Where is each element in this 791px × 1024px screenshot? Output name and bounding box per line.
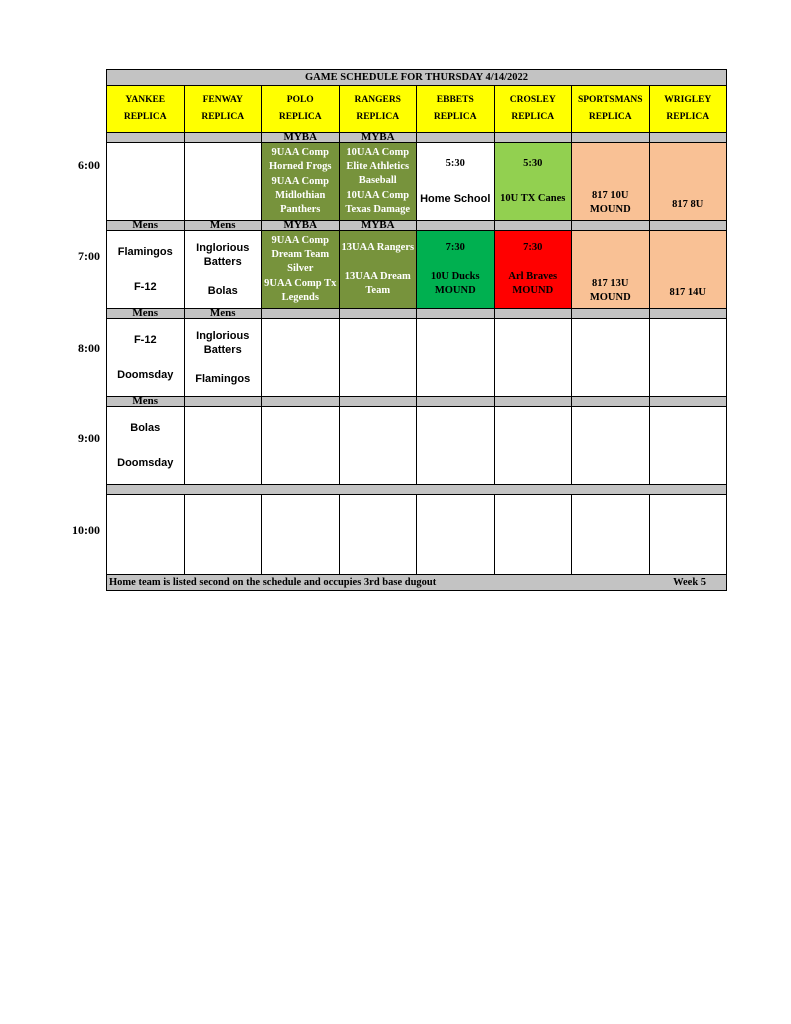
band-cell — [494, 309, 572, 319]
game-cell-fenway-600 — [184, 143, 262, 221]
band-cell — [184, 133, 262, 143]
team-name: Home School — [420, 193, 491, 206]
game-cell-fenway-1000 — [184, 495, 262, 575]
footer-cell — [107, 575, 727, 591]
field-header-polo: POLO REPLICA — [262, 86, 340, 133]
game-cell-crosley-600 — [494, 143, 572, 221]
slot-row-600 — [107, 143, 727, 221]
matchup-away: Bolas — [130, 421, 161, 434]
game-time: 7:30 — [523, 242, 543, 254]
time-label-800: 8:00 — [78, 341, 100, 355]
matchup-home: Flamingos — [195, 372, 251, 385]
game-cell-ebbets-1000 — [417, 495, 495, 575]
matchup-away: Flamingos — [117, 245, 173, 258]
game-cell-wrigley-600 — [649, 143, 727, 221]
week-label: Week 5 — [673, 576, 707, 588]
game-cell-rangers-900 — [339, 407, 417, 485]
band-cell: MYBA — [339, 133, 417, 143]
slot-row-1000 — [107, 495, 727, 575]
field-header-yankee: YANKEE REPLICA — [107, 86, 185, 133]
game-cell-sportsmans-800 — [572, 319, 650, 397]
game-cell-polo-800 — [262, 319, 340, 397]
game-cell-wrigley-900 — [649, 407, 727, 485]
matchup-home: Doomsday — [117, 457, 174, 470]
game-cell-sportsmans-900 — [572, 407, 650, 485]
band-cell — [339, 397, 417, 407]
game-cell-polo-600 — [262, 143, 340, 221]
matchup-home: 9UAA Comp Tx Legends — [264, 278, 337, 303]
schedule-title: GAME SCHEDULE FOR THURSDAY 4/14/2022 — [107, 70, 727, 86]
game-cell-crosley-800 — [494, 319, 572, 397]
band-cell — [649, 309, 727, 319]
band-cell — [649, 397, 727, 407]
game-cell-fenway-700 — [184, 231, 262, 309]
game-cell-sportsmans-600 — [572, 143, 650, 221]
band-cell — [262, 397, 340, 407]
band-cell — [417, 309, 495, 319]
field-header-crosley: CROSLEY REPLICA — [494, 86, 572, 133]
game-cell-rangers-600 — [339, 143, 417, 221]
team-name: 817 10U MOUND — [589, 190, 631, 215]
game-cell-polo-1000 — [262, 495, 340, 575]
band-cell — [572, 397, 650, 407]
slot-row-900 — [107, 407, 727, 485]
band-cell — [572, 133, 650, 143]
footer-row — [107, 575, 727, 591]
game-time: 5:30 — [523, 157, 543, 169]
field-header-rangers: RANGERS REPLICA — [339, 86, 417, 133]
team-name: 10U Ducks MOUND — [430, 270, 480, 296]
game-cell-polo-700 — [262, 231, 340, 309]
game-cell-polo-900 — [262, 407, 340, 485]
game-cell-sportsmans-1000 — [572, 495, 650, 575]
field-header-sportsmans: SPORTSMANS REPLICA — [572, 86, 650, 133]
slot-row-800 — [107, 319, 727, 397]
team-name: 817 14U — [669, 287, 707, 298]
matchup-home: Doomsday — [117, 369, 174, 382]
game-cell-fenway-800 — [184, 319, 262, 397]
band-cell: Mens — [184, 309, 262, 319]
game-cell-wrigley-800 — [649, 319, 727, 397]
game-cell-yankee-700 — [107, 231, 185, 309]
band-cell: MYBA — [339, 221, 417, 231]
band-cell — [339, 309, 417, 319]
game-cell-fenway-900 — [184, 407, 262, 485]
band-cell — [494, 133, 572, 143]
field-header-row — [107, 86, 727, 133]
matchup-away: F-12 — [133, 333, 157, 346]
time-label-1000: 10:00 — [72, 523, 100, 537]
band-cell — [107, 133, 185, 143]
game-cell-ebbets-900 — [417, 407, 495, 485]
band-cell: Mens — [184, 221, 262, 231]
game-cell-crosley-700 — [494, 231, 572, 309]
matchup-away: 9UAA Comp Dream Team Silver — [271, 235, 330, 274]
league-band-1000 — [107, 485, 727, 495]
matchup-home: 13UAA Dream Team — [344, 270, 411, 296]
band-cell — [572, 221, 650, 231]
matchup-away: 9UAA Comp Horned Frogs — [268, 147, 332, 172]
band-cell — [649, 133, 727, 143]
band-cell — [262, 309, 340, 319]
band-cell — [107, 485, 727, 495]
field-header-wrigley: WRIGLEY REPLICA — [649, 86, 727, 133]
band-cell — [494, 221, 572, 231]
schedule-table — [106, 69, 727, 591]
matchup-away: 13UAA Rangers — [341, 242, 415, 254]
game-cell-wrigley-700 — [649, 231, 727, 309]
league-band-900 — [107, 397, 727, 407]
game-cell-ebbets-800 — [417, 319, 495, 397]
game-cell-crosley-900 — [494, 407, 572, 485]
game-time: 7:30 — [445, 242, 465, 254]
matchup-away: Inglorious Batters — [196, 330, 250, 357]
team-name: 817 13U MOUND — [589, 278, 631, 303]
matchup-home: 10UAA Comp Texas Damage — [345, 190, 411, 215]
field-header-fenway: FENWAY REPLICA — [184, 86, 262, 133]
game-cell-ebbets-600 — [417, 143, 495, 221]
game-cell-sportsmans-700 — [572, 231, 650, 309]
game-cell-wrigley-1000 — [649, 495, 727, 575]
band-cell: MYBA — [262, 221, 340, 231]
game-cell-ebbets-700 — [417, 231, 495, 309]
band-cell — [572, 309, 650, 319]
title-row — [107, 70, 727, 86]
game-cell-rangers-700 — [339, 231, 417, 309]
game-time: 5:30 — [445, 157, 465, 169]
game-cell-crosley-1000 — [494, 495, 572, 575]
band-cell — [494, 397, 572, 407]
matchup-away: Inglorious Batters — [196, 242, 250, 269]
band-cell: Mens — [107, 221, 185, 231]
band-cell — [649, 221, 727, 231]
game-cell-yankee-800 — [107, 319, 185, 397]
time-label-900: 9:00 — [78, 431, 100, 445]
slot-row-700 — [107, 231, 727, 309]
time-label-600: 6:00 — [78, 158, 100, 172]
team-name: Arl Braves MOUND — [508, 270, 558, 296]
footer-note: Home team is listed second on the schedule and occupies 3rd base dugout — [109, 576, 437, 588]
band-cell — [417, 221, 495, 231]
band-cell: Mens — [107, 309, 185, 319]
league-band-700 — [107, 221, 727, 231]
matchup-away: 10UAA Comp Elite Athletics Baseball — [346, 147, 410, 186]
league-band-800 — [107, 309, 727, 319]
matchup-home: Bolas — [207, 284, 238, 297]
team-name: 10U TX Canes — [500, 193, 566, 205]
game-cell-yankee-600 — [107, 143, 185, 221]
field-header-ebbets: EBBETS REPLICA — [417, 86, 495, 133]
matchup-home: F-12 — [133, 281, 157, 294]
band-cell — [184, 397, 262, 407]
band-cell — [417, 133, 495, 143]
band-cell — [417, 397, 495, 407]
time-label-700: 7:00 — [78, 249, 100, 263]
league-band-600 — [107, 133, 727, 143]
game-cell-yankee-1000 — [107, 495, 185, 575]
team-name: 817 8U — [672, 199, 704, 210]
matchup-home: 9UAA Comp Midlothian Panthers — [271, 176, 329, 215]
game-cell-rangers-1000 — [339, 495, 417, 575]
band-cell: MYBA — [262, 133, 340, 143]
game-cell-yankee-900 — [107, 407, 185, 485]
band-cell: Mens — [107, 397, 185, 407]
game-cell-rangers-800 — [339, 319, 417, 397]
